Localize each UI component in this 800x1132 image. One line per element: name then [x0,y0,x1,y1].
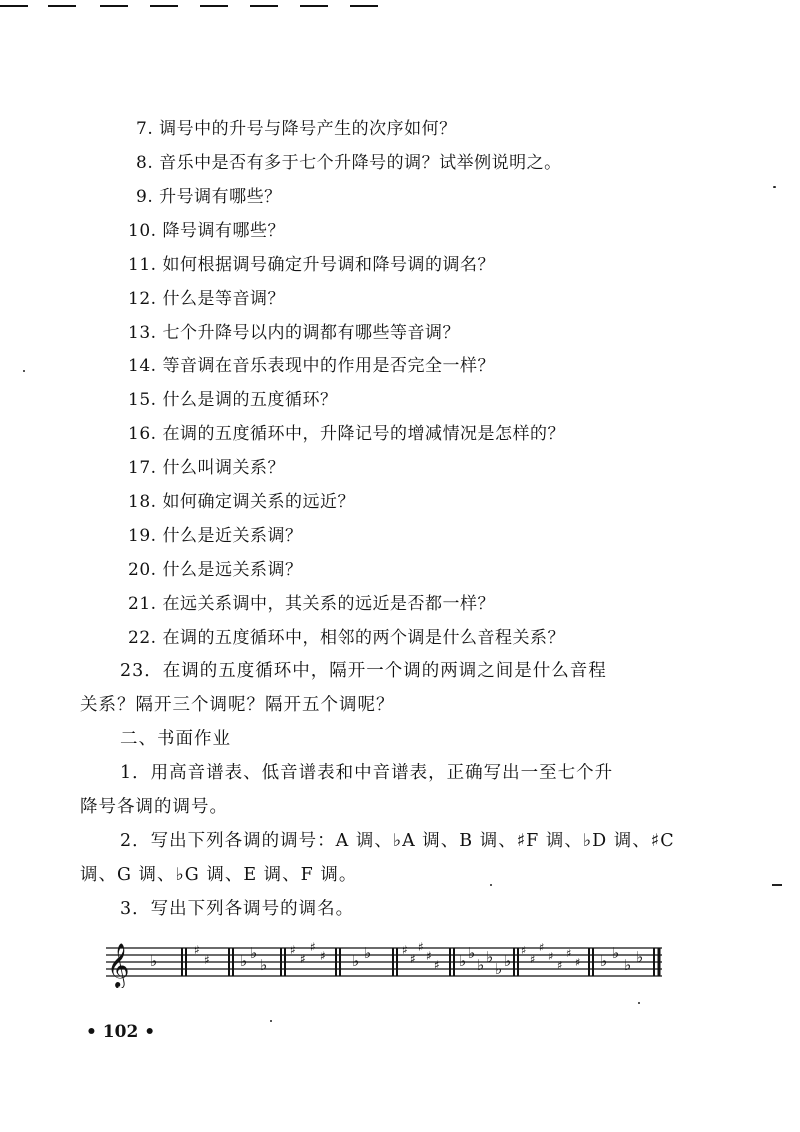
question-item: 17. 什么叫调关系？ [128,458,285,478]
svg-text:♯: ♯ [402,943,408,957]
question-item: 16. 在调的五度循环中，升降记号的增减情况是怎样的？ [128,424,565,444]
svg-text:♯: ♯ [539,941,545,954]
task-2-line1: 2．写出下列各调的调号：A 调、♭A 调、B 调、♯F 调、♭D 调、♯C [120,831,675,851]
svg-text:♯: ♯ [434,958,440,972]
question-item: 21. 在远关系调中，其关系的远近是否都一样？ [128,594,495,614]
question-item: 12. 什么是等音调？ [128,289,285,309]
svg-text:♯: ♯ [300,952,306,966]
key-signature-staff [104,936,664,988]
svg-text:♯: ♯ [320,949,326,963]
question-item: 9. 升号调有哪些？ [136,187,282,207]
svg-text:♯: ♯ [557,959,563,972]
question-item: 8. 音乐中是否有多于七个升降号的调？试举例说明之。 [136,153,562,173]
svg-text:♯: ♯ [194,943,200,957]
svg-text:♭: ♭ [468,944,476,962]
svg-text:♯: ♯ [575,956,581,969]
question-item: 13. 七个升降号以内的调都有哪些等音调？ [128,323,460,343]
scan-speck [638,1002,640,1004]
svg-text:♭: ♭ [636,948,644,966]
question-item: 14. 等音调在音乐表现中的作用是否完全一样？ [128,356,495,376]
task-1-line2: 降号各调的调号。 [80,797,228,817]
svg-text:♯: ♯ [530,953,536,966]
question-item: 18. 如何确定调关系的远近？ [128,492,355,512]
svg-text:♯: ♯ [548,950,554,963]
question-item: 10. 降号调有哪些？ [128,221,285,241]
treble-clef-icon: 𝄞 [107,943,130,987]
section-heading: 二、书面作业 [120,729,231,749]
svg-text:♭: ♭ [504,952,512,970]
question-23-line2: 关系？隔开三个调呢？隔开五个调呢？ [80,695,395,715]
svg-text:♯: ♯ [418,940,424,954]
svg-text:♭: ♭ [477,956,485,974]
svg-text:♭: ♭ [624,956,632,974]
scan-speck [490,884,492,886]
svg-text:♭: ♭ [459,952,467,970]
question-item: 11. 如何根据调号确定升号调和降号调的调名？ [128,255,495,275]
task-3: 3．写出下列各调号的调名。 [120,899,355,919]
question-item: 22. 在调的五度循环中，相邻的两个调是什么音程关系？ [128,628,565,648]
svg-text:♭: ♭ [364,944,372,962]
svg-text:♭: ♭ [495,960,503,978]
svg-text:♭: ♭ [250,944,258,962]
svg-text:♭: ♭ [486,948,494,966]
svg-text:♭: ♭ [612,944,620,962]
scan-speck [773,186,776,188]
scan-speck [772,884,782,886]
svg-text:♯: ♯ [426,949,432,963]
svg-text:♭: ♭ [260,956,268,974]
page-number: • 102 • [86,1022,156,1042]
svg-text:♯: ♯ [566,947,572,960]
svg-text:♯: ♯ [410,952,416,966]
svg-text:♯: ♯ [521,944,527,957]
top-border-dashes [0,4,380,8]
svg-text:♭: ♭ [240,952,248,970]
scan-speck [23,370,25,372]
question-item: 20. 什么是远关系调？ [128,560,303,580]
scan-speck [270,1020,272,1022]
question-23-line1: 23．在调的五度循环中，隔开一个调的两调之间是什么音程 [120,661,607,681]
task-1-line1: 1．用高音谱表、低音谱表和中音谱表，正确写出一至七个升 [120,763,614,783]
question-item: 15. 什么是调的五度循环？ [128,390,338,410]
svg-text:♭: ♭ [150,952,158,970]
question-item: 7. 调号中的升号与降号产生的次序如何？ [136,119,457,139]
task-2-line2: 调、G 调、♭G 调、E 调、F 调。 [80,865,358,885]
svg-text:♯: ♯ [310,940,316,954]
svg-text:♯: ♯ [290,943,296,957]
svg-text:♭: ♭ [352,952,360,970]
svg-text:♯: ♯ [204,953,210,967]
question-item: 19. 什么是近关系调？ [128,526,303,546]
svg-text:♭: ♭ [600,952,608,970]
